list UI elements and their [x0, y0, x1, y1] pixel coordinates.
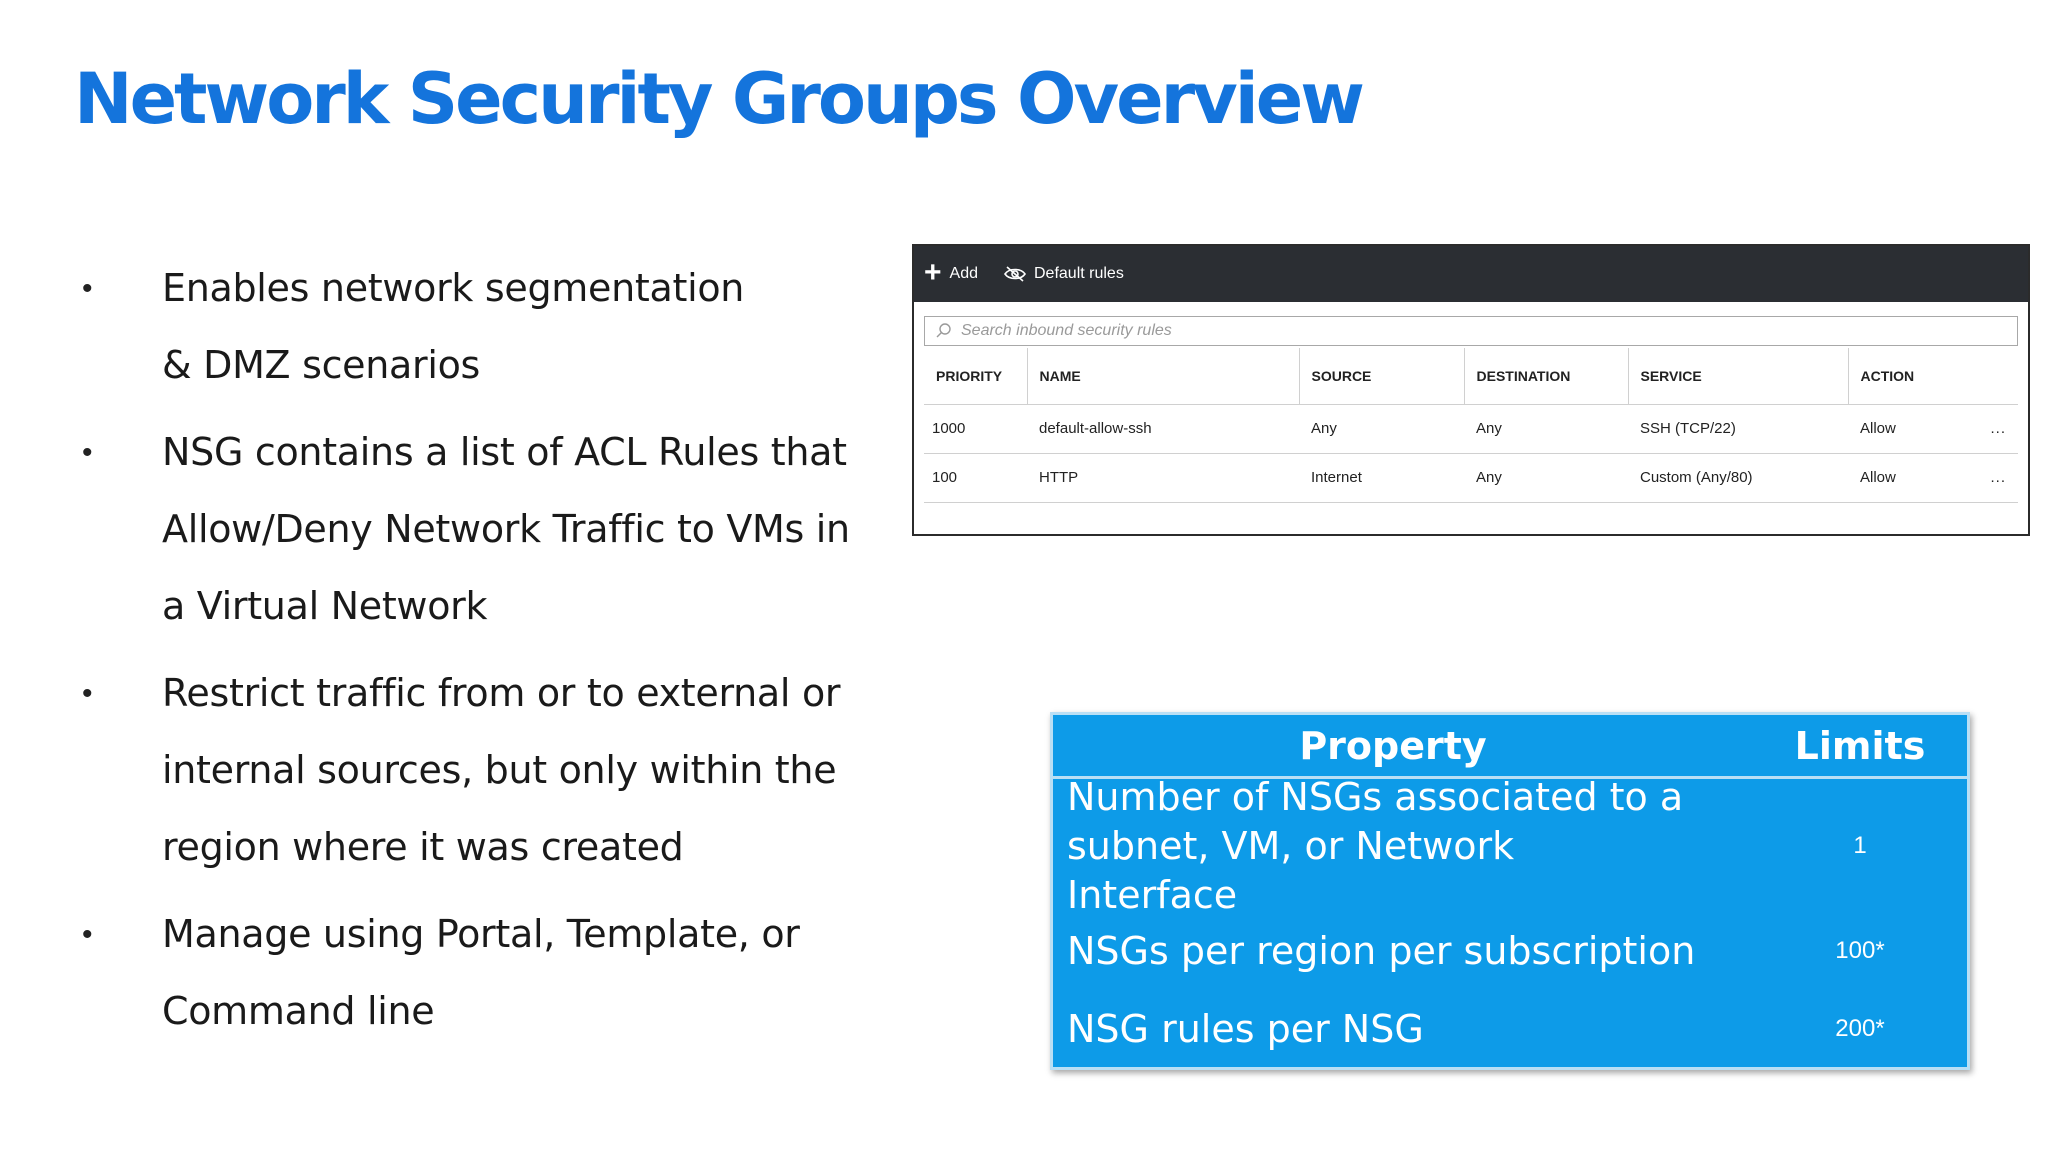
limit-property: NSGs per region per subscription: [1067, 928, 1696, 973]
cell-action: Allow: [1848, 453, 1941, 502]
cell-name: default-allow-ssh: [1027, 404, 1299, 453]
slide-title: Network Security Groups Overview: [74, 58, 1362, 140]
limits-row: [1053, 913, 1967, 989]
column-header-destination[interactable]: DESTINATION: [1464, 348, 1628, 404]
bullet-item: [80, 250, 880, 404]
cell-service: SSH (TCP/22): [1628, 404, 1848, 453]
table-row[interactable]: [924, 404, 2018, 453]
search-icon: [935, 322, 953, 340]
column-header-priority[interactable]: PRIORITY: [924, 348, 1027, 404]
eye-slash-icon: [1004, 266, 1026, 282]
column-header-service[interactable]: SERVICE: [1628, 348, 1848, 404]
header-limits: Limits: [1794, 723, 1926, 768]
bullet-marker: •: [82, 272, 93, 305]
bullet-text: NSG contains a list of ACL Rules that Allow/Deny Network Traffic to VMs in a Virtual Network: [162, 430, 850, 628]
search-box[interactable]: [924, 316, 2018, 346]
limits-row: [1053, 774, 1967, 917]
limit-value: 1: [1853, 832, 1867, 859]
default-rules-label: Default rules: [1034, 265, 1124, 282]
cell-destination: Any: [1464, 453, 1628, 502]
nsg-rules-screenshot: [912, 244, 2030, 536]
portal-toolbar: [914, 246, 2028, 302]
bullet-list: [80, 250, 880, 1060]
column-header-action[interactable]: ACTION: [1848, 348, 2018, 404]
cell-priority: 100: [924, 453, 1027, 502]
nsg-limits-table: [1050, 712, 1970, 1070]
more-options-icon[interactable]: ...: [1941, 404, 2018, 453]
limits-row: [1053, 989, 1967, 1069]
cell-service: Custom (Any/80): [1628, 453, 1848, 502]
search-input[interactable]: [961, 322, 1561, 340]
add-label: Add: [949, 265, 978, 282]
cell-source: Internet: [1299, 453, 1464, 502]
table-header-row: [924, 348, 2018, 404]
plus-icon: +: [924, 255, 942, 289]
bullet-text: Enables network segmentation & DMZ scenarios: [162, 266, 745, 387]
rules-table: [924, 348, 2018, 503]
limit-value: 100*: [1835, 937, 1885, 964]
bullet-item: [80, 414, 880, 645]
bullet-text: Restrict traffic from or to external or internal sources, but only within the region where it was created: [162, 671, 841, 869]
limit-property: NSG rules per NSG: [1067, 1006, 1424, 1051]
limit-value: 200*: [1835, 1015, 1885, 1042]
header-property: Property: [1299, 723, 1487, 768]
cell-priority: 1000: [924, 404, 1027, 453]
cell-action: Allow: [1848, 404, 1941, 453]
bullet-marker: •: [82, 677, 93, 710]
more-options-icon[interactable]: ...: [1941, 453, 2018, 502]
cell-name: HTTP: [1027, 453, 1299, 502]
bullet-item: [80, 655, 880, 886]
default-rules-button[interactable]: [1004, 265, 1124, 283]
cell-source: Any: [1299, 404, 1464, 453]
cell-destination: Any: [1464, 404, 1628, 453]
bullet-marker: •: [82, 436, 93, 469]
bullet-marker: •: [82, 918, 93, 951]
bullet-text: Manage using Portal, Template, or Command line: [162, 912, 800, 1033]
limits-header-row: [1053, 715, 1967, 779]
column-header-source[interactable]: SOURCE: [1299, 348, 1464, 404]
add-rule-button[interactable]: [924, 255, 978, 289]
limit-property: Number of NSGs associated to a subnet, VM, or Network Interface: [1067, 774, 1684, 917]
column-header-name[interactable]: NAME: [1027, 348, 1299, 404]
table-row[interactable]: [924, 453, 2018, 502]
bullet-item: [80, 896, 880, 1050]
